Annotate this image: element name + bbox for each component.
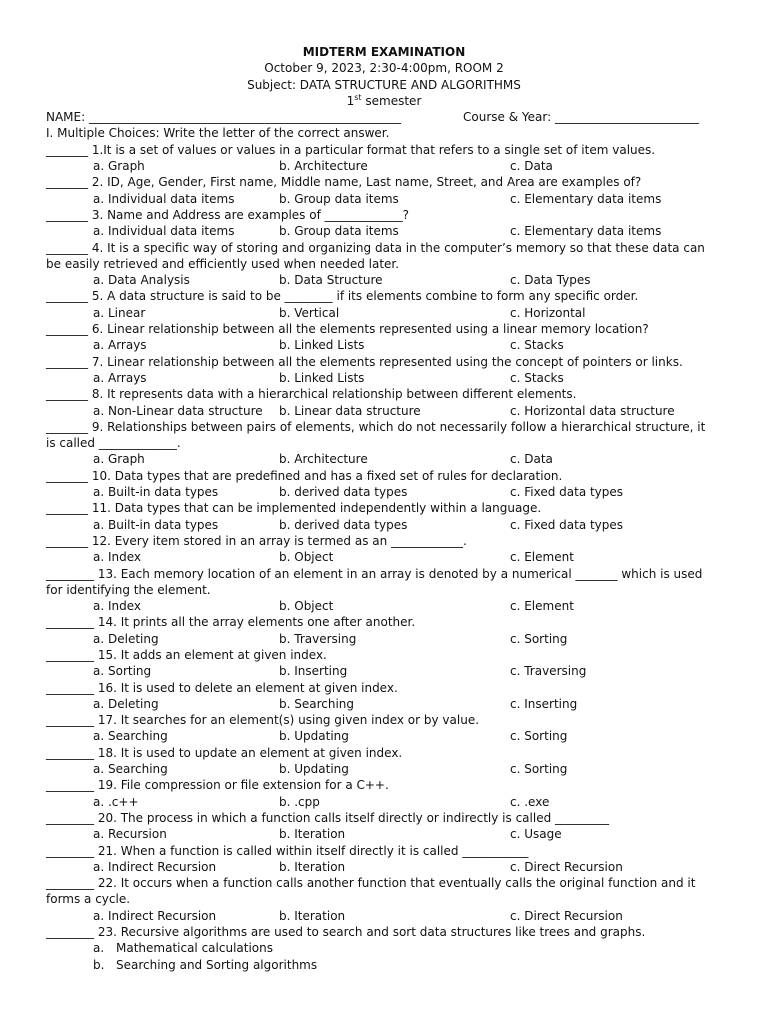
answer-options [0,663,768,679]
question-list [0,142,768,924]
answer-options [0,761,768,777]
option-b: b. Iteration [279,859,346,874]
list-option [0,957,768,973]
option-b: b. Architecture [279,452,368,467]
option-a: a. .c++ [93,794,139,809]
option-b: b. Updating [279,729,349,744]
option-a: a. Index [93,550,142,565]
answer-options [0,158,768,174]
answer-options [0,794,768,810]
semester-word: semester [361,93,422,108]
question-text: ________ 15. It adds an element at given index. [46,647,327,662]
option-a: a. Searching [93,729,168,744]
answer-options [0,549,768,565]
option-a: a. Non-Linear data structure [93,403,263,418]
option-c: c. Sorting [510,762,568,777]
question-text: ________ 19. File compression or file extension for a C++. [46,778,389,793]
answer-options [0,826,768,842]
answer-options [0,191,768,207]
option-a: a. Built-in data types [93,485,219,500]
option-a: a. Arrays [93,370,147,385]
option-c: c. Data [510,452,553,467]
option-b: b. Iteration [279,827,346,842]
question-text: _______ 12. Every item stored in an array is termed as an ____________. [46,533,467,548]
question-item [0,647,768,680]
question-item [0,468,768,501]
option-b: b. Linked Lists [279,370,365,385]
question-item [0,875,768,924]
question-item [0,777,768,810]
option-c: c. Direct Recursion [510,859,623,874]
question-item [0,843,768,876]
option-text: Searching and Sorting algorithms [116,957,318,972]
question-item [0,174,768,207]
option-c: c. Sorting [510,729,568,744]
question-text: ________ 22. It occurs when a function calls another function that eventually calls the original function and it forms a cycle. [46,876,696,907]
answer-options [0,908,768,924]
option-c: c. Data [510,159,553,174]
question-item [0,745,768,778]
option-b: b. Group data items [279,191,399,206]
option-b: b. Object [279,550,334,565]
option-b: b. Linked Lists [279,338,365,353]
answer-options [0,451,768,467]
question-item [0,321,768,354]
option-c: c. Traversing [510,664,587,679]
option-a: a. Recursion [93,827,167,842]
question-item [0,142,768,175]
option-a: a. Indirect Recursion [93,908,217,923]
answer-options [0,337,768,353]
option-c: c. Fixed data types [510,517,624,532]
exam-title: MIDTERM EXAMINATION [302,45,466,59]
option-c: c. Element [510,550,574,565]
question-text: _______ 4. It is a specific way of storing and organizing data in the computer’s memory so that these data can be easily retrieved and efficiently used when needed later. [46,240,705,271]
question-item [0,614,768,647]
option-a: a. Arrays [93,338,147,353]
question-text: _______ 7. Linear relationship between all the elements represented using the concept of pointers or links. [46,354,683,369]
option-c: c. Elementary data items [510,191,662,206]
question-item [0,500,768,533]
question-text: ________ 21. When a function is called within itself directly it is called ___________ [46,843,529,858]
option-a: a. Index [93,599,142,614]
answer-options [0,272,768,288]
option-b: b. Searching [279,696,355,711]
option-b: b. Object [279,599,334,614]
question-text: _______ 3. Name and Address are examples of _____________? [46,207,409,222]
answer-options [0,403,768,419]
answer-options [0,728,768,744]
question-item [0,924,768,973]
option-c: c. Sorting [510,631,568,646]
option-b: b. Inserting [279,664,348,679]
answer-options [0,631,768,647]
option-a: a. Data Analysis [93,273,190,288]
option-c: c. Horizontal data structure [510,403,675,418]
question-text: ________ 20. The process in which a function calls itself directly or indirectly is called _________ [46,810,610,825]
question-item [0,240,768,289]
option-c: c. Stacks [510,338,564,353]
question-item [0,533,768,566]
exam-semester [0,93,768,109]
question-item [0,386,768,419]
exam-header [0,44,768,109]
question-text: ________ 17. It searches for an element(s) using given index or by value. [46,713,480,728]
option-a: a. Deleting [93,696,159,711]
question-text: _______ 11. Data types that can be implemented independently within a language. [46,501,542,516]
answer-options [0,517,768,533]
option-c: c. Element [510,599,574,614]
question-text: ________ 18. It is used to update an element at given index. [46,745,403,760]
exam-datetime: October 9, 2023, 2:30-4:00pm, ROOM 2 [264,61,504,76]
question-text: _______ 10. Data types that are predefined and has a fixed set of rules for declaration. [46,468,563,483]
option-a: a. Deleting [93,631,159,646]
question-text: _______ 5. A data structure is said to be ________ if its elements combine to form any specific order. [46,289,639,304]
question-text: ________ 23. Recursive algorithms are used to search and sort data structures like trees and graphs. [46,925,646,940]
option-c: c. Elementary data items [510,224,662,239]
option-c: c. Fixed data types [510,485,624,500]
name-field [46,109,401,125]
question-text: _______ 9. Relationships between pairs of elements, which do not necessarily follow a hierarchical structure, it is called _____________. [46,419,706,451]
question-text: ________ 16. It is used to delete an element at given index. [46,680,398,695]
course-label: Course & Year: [463,110,555,125]
instructions: I. Multiple Choices: Write the letter of the correct answer. [46,126,390,141]
option-b: b. Linear data structure [279,403,421,418]
option-c: c. Usage [510,827,562,842]
option-a: a. Linear [93,305,146,320]
question-text: ________ 13. Each memory location of an element in an array is denoted by a numerical _______ which is used for identifying the element. [46,566,703,597]
option-b: b. Traversing [279,631,357,646]
option-a: a. Sorting [93,664,152,679]
option-c: c. Inserting [510,696,578,711]
option-a: a. Graph [93,452,145,467]
semester-suffix: st [354,92,362,102]
option-b: b. Iteration [279,908,346,923]
option-a: a. Built-in data types [93,517,219,532]
option-b: b. Group data items [279,224,399,239]
question-item [0,419,768,468]
option-b: b. Updating [279,762,349,777]
option-marker: b. [93,957,105,972]
answer-options [0,484,768,500]
option-b: b. Data Structure [279,273,383,288]
course-blank: ________________________ [554,110,699,125]
question-item [0,354,768,387]
question-item [0,566,768,615]
name-course-line [0,109,768,125]
option-c: c. Stacks [510,370,564,385]
question-text: ________ 14. It prints all the array elements one after another. [46,615,416,630]
option-c: c. Horizontal [510,305,586,320]
question-text: _______ 1.It is a set of values or values in a particular format that refers to a single set of item values. [46,142,656,157]
option-b: b. Architecture [279,159,368,174]
option-text: Mathematical calculations [116,941,273,956]
question-item [0,810,768,843]
question-item [0,288,768,321]
question-item [0,712,768,745]
option-b: b. .cpp [279,794,320,809]
answer-options [0,598,768,614]
option-b: b. derived data types [279,485,408,500]
question-text: _______ 8. It represents data with a hierarchical relationship between different elements. [46,387,577,402]
option-a: a. Individual data items [93,224,235,239]
option-a: a. Individual data items [93,191,235,206]
option-b: b. derived data types [279,517,408,532]
answer-options [0,305,768,321]
question-item [0,207,768,240]
list-option [0,940,768,956]
option-a: a. Graph [93,159,145,174]
semester-number: 1 [346,93,355,108]
exam-subject: Subject: DATA STRUCTURE AND ALGORITHMS [247,77,521,92]
option-c: c. Data Types [510,273,591,288]
answer-options [0,370,768,386]
question-item [0,680,768,713]
option-marker: a. [93,941,105,956]
option-a: a. Searching [93,762,168,777]
option-c: c. .exe [510,794,550,809]
question-text: _______ 2. ID, Age, Gender, First name, Middle name, Last name, Street, and Area are examples of? [46,175,642,190]
name-blank: ____________________________________________________ [88,110,401,125]
name-label: NAME: [46,110,89,125]
course-field [463,109,699,125]
question-text: _______ 6. Linear relationship between all the elements represented using a linear memory location? [46,322,649,337]
option-b: b. Vertical [279,305,340,320]
option-c: c. Direct Recursion [510,908,623,923]
answer-options [0,223,768,239]
answer-options [0,696,768,712]
answer-options [0,859,768,875]
option-a: a. Indirect Recursion [93,859,217,874]
